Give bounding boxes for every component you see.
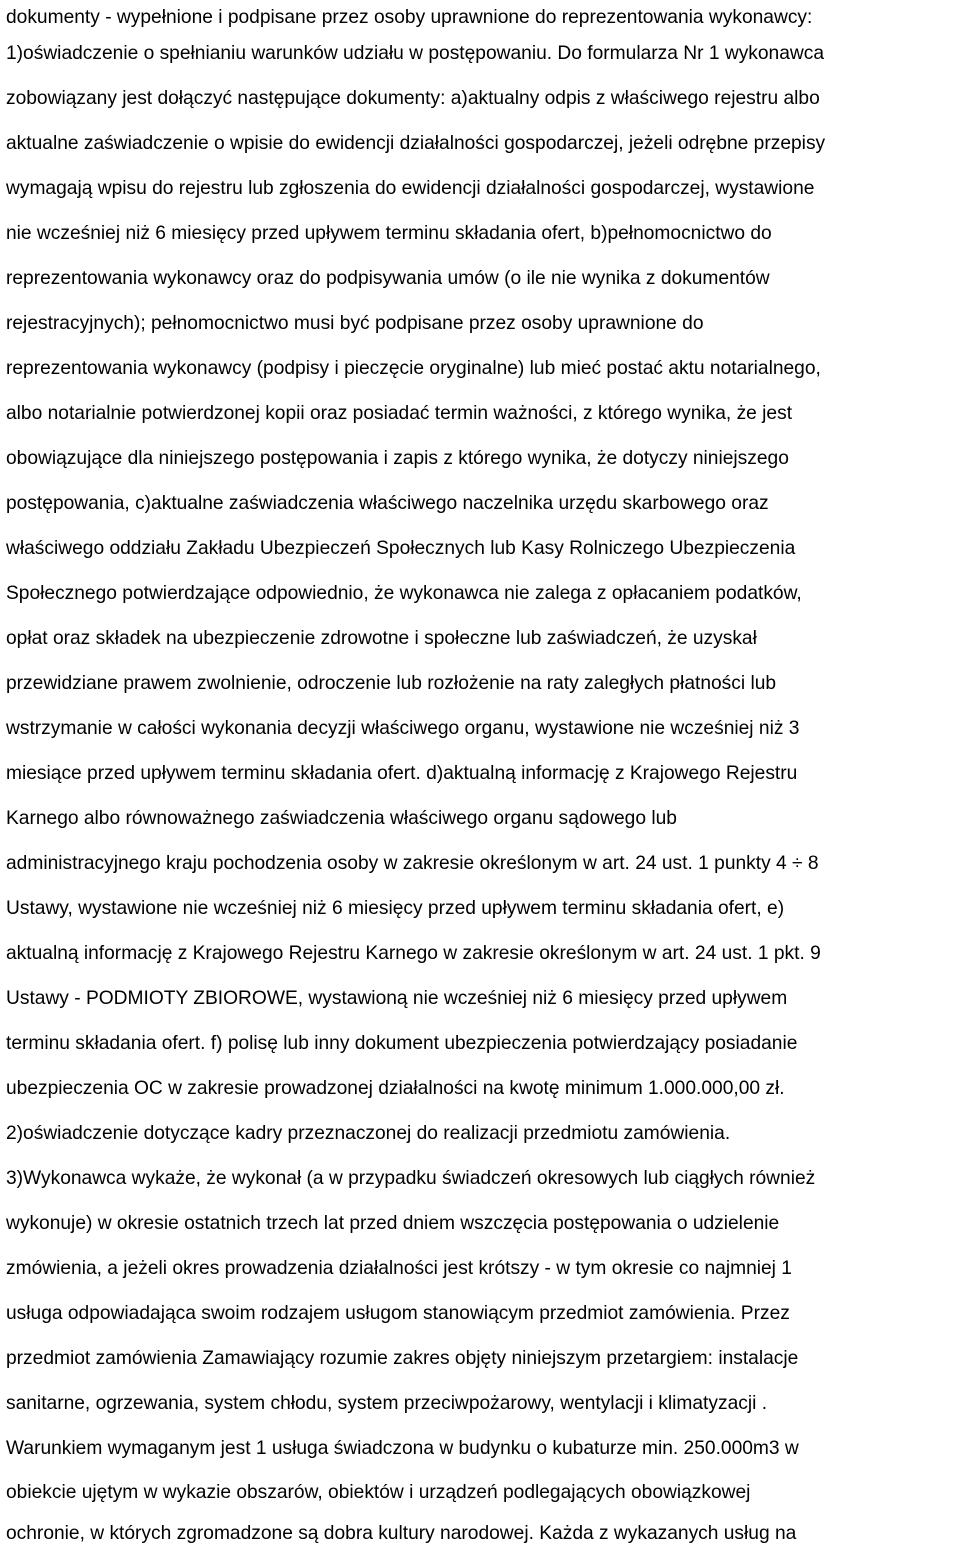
- text-line: reprezentowania wykonawcy oraz do podpisywania umów (o ile nie wynika z dokumentów: [6, 268, 770, 289]
- text-line: ochronie, w których zgromadzone są dobra kultury narodowej. Każda z wykazanych usług na: [6, 1523, 797, 1544]
- text-line: miesiące przed upływem terminu składania ofert. d)aktualną informację z Krajowego Rejestru: [6, 763, 798, 784]
- text-line: Warunkiem wymaganym jest 1 usługa świadczona w budynku o kubaturze min. 250.000m3 w: [6, 1438, 799, 1459]
- text-line: Ustawy, wystawione nie wcześniej niż 6 miesięcy przed upływem terminu składania ofert, e): [6, 898, 785, 919]
- text-line: właściwego oddziału Zakładu Ubezpieczeń Społecznych lub Kasy Rolniczego Ubezpieczenia: [6, 538, 796, 559]
- text-line: terminu składania ofert. f) polisę lub inny dokument ubezpieczenia potwierdzający posiadanie: [6, 1033, 798, 1054]
- text-line: Społecznego potwierdzające odpowiednio, że wykonawca nie zalega z opłacaniem podatków,: [6, 583, 802, 604]
- text-line: albo notarialnie potwierdzonej kopii oraz posiadać termin ważności, z którego wynika, że jest: [6, 403, 793, 424]
- text-line: nie wcześniej niż 6 miesięcy przed upływem terminu składania ofert, b)pełnomocnictwo do: [6, 223, 772, 244]
- text-line: przewidziane prawem zwolnienie, odroczenie lub rozłożenie na raty zaległych płatności lub: [6, 673, 777, 694]
- text-line: ubezpieczenia OC w zakresie prowadzonej działalności na kwotę minimum 1.000.000,00 zł.: [6, 1078, 785, 1099]
- text-line: 1)oświadczenie o spełnianiu warunków udziału w postępowaniu. Do formularza Nr 1 wykonawca: [6, 43, 825, 64]
- text-line: Karnego albo równoważnego zaświadczenia właściwego organu sądowego lub: [6, 808, 677, 829]
- text-line: opłat oraz składek na ubezpieczenie zdrowotne i społeczne lub zaświadczeń, że uzyskał: [6, 628, 757, 649]
- text-line: aktualne zaświadczenie o wpisie do ewidencji działalności gospodarczej, jeżeli odrębne przepisy: [6, 133, 826, 154]
- text-line: administracyjnego kraju pochodzenia osoby w zakresie określonym w art. 24 ust. 1 punkty 4 ÷ 8: [6, 853, 819, 874]
- text-line: wykonuje) w okresie ostatnich trzech lat przed dniem wszczęcia postępowania o udzielenie: [6, 1213, 780, 1234]
- text-line: wymagają wpisu do rejestru lub zgłoszenia do ewidencji działalności gospodarczej, wystawione: [6, 178, 815, 199]
- text-line: 2)oświadczenie dotyczące kadry przeznaczonej do realizacji przedmiotu zamówienia.: [6, 1123, 731, 1144]
- text-line: przedmiot zamówienia Zamawiający rozumie zakres objęty niniejszym przetargiem: instalacje: [6, 1348, 799, 1369]
- text-line: rejestracyjnych); pełnomocnictwo musi być podpisane przez osoby uprawnione do: [6, 313, 704, 334]
- text-line: sanitarne, ogrzewania, system chłodu, system przeciwpożarowy, wentylacji i klimatyzacji .: [6, 1393, 768, 1414]
- text-line: reprezentowania wykonawcy (podpisy i pieczęcie oryginalne) lub mieć postać aktu notarialnego,: [6, 358, 821, 379]
- text-line: obowiązujące dla niniejszego postępowania i zapis z którego wynika, że dotyczy niniejszego: [6, 448, 789, 469]
- text-line: 3)Wykonawca wykaże, że wykonał (a w przypadku świadczeń okresowych lub ciągłych również: [6, 1168, 816, 1189]
- text-line: dokumenty - wypełnione i podpisane przez osoby uprawnione do reprezentowania wykonawcy:: [6, 7, 813, 28]
- text-line: zobowiązany jest dołączyć następujące dokumenty: a)aktualny odpis z właściwego rejestru albo: [6, 88, 820, 109]
- text-line: wstrzymanie w całości wykonania decyzji właściwego organu, wystawione nie wcześniej niż 3: [6, 718, 800, 739]
- text-line: usługa odpowiadająca swoim rodzajem usługom stanowiącym przedmiot zamówienia. Przez: [6, 1303, 790, 1324]
- text-line: postępowania, c)aktualne zaświadczenia właściwego naczelnika urzędu skarbowego oraz: [6, 493, 769, 514]
- text-line: obiekcie ujętym w wykazie obszarów, obiektów i urządzeń podlegających obowiązkowej: [6, 1482, 751, 1503]
- text-line: aktualną informację z Krajowego Rejestru Karnego w zakresie określonym w art. 24 ust. 1 pkt. 9: [6, 943, 821, 964]
- text-line: Ustawy - PODMIOTY ZBIOROWE, wystawioną nie wcześniej niż 6 miesięcy przed upływem: [6, 988, 788, 1009]
- text-line: zmówienia, a jeżeli okres prowadzenia działalności jest krótszy - w tym okresie co najmniej 1: [6, 1258, 792, 1279]
